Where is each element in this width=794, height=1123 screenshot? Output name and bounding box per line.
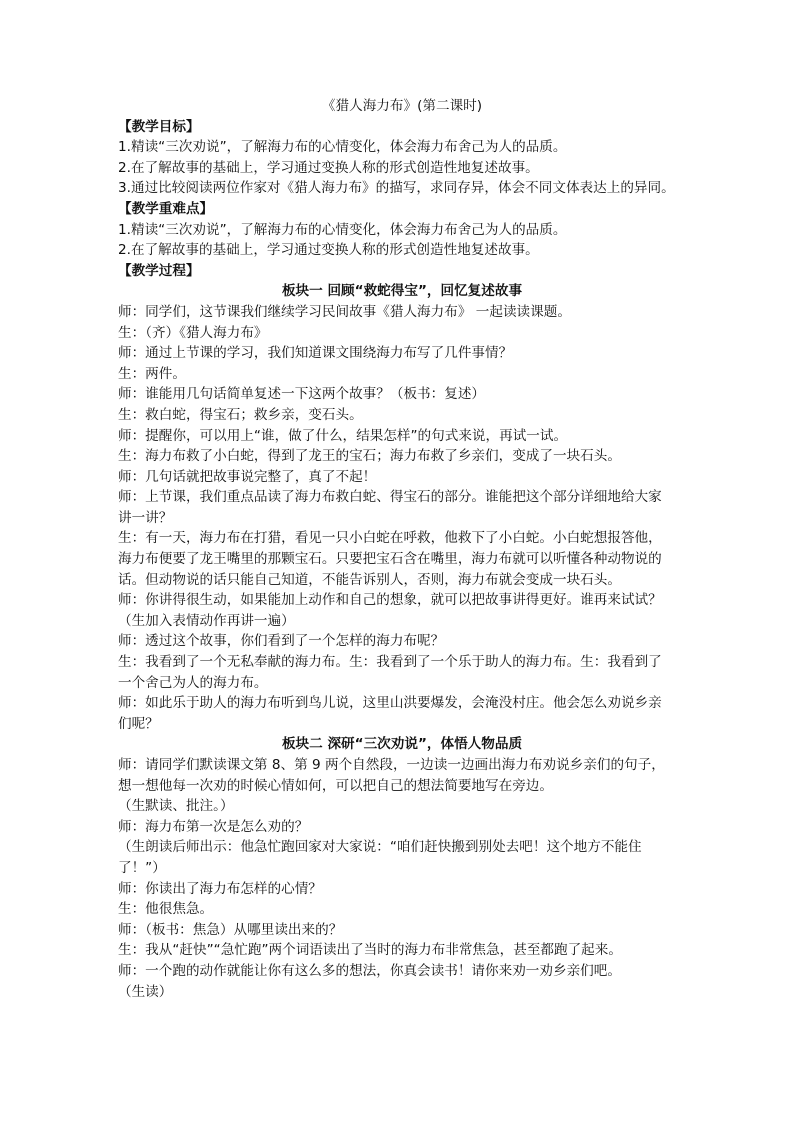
dialogue-line: 生：救白蛇，得宝石；救乡亲，变石头。 [118, 406, 363, 423]
dialogue-line: 师：透过这个故事，你们看到了一个怎样的海力布呢？ [118, 633, 445, 650]
block2-body [118, 755, 686, 1002]
objective-item: 3.通过比较阅读两位作家对《猎人海力布》的描写，求同存异，体会不同文体表达上的异同。 [118, 180, 675, 197]
dialogue-line: 想一想他每一次劝的时候心情如何，可以把自己的想法简要地写在旁边。 [118, 777, 553, 794]
dialogue-line: 师：你讲得很生动，如果能加上动作和自己的想象，就可以把故事讲得更好。谁再来试试？ [118, 592, 662, 609]
dialogue-line: （生朗读后师出示：他急忙跑回家对大家说：“咱们赶快搬到别处去吧！这个地方不能住 [118, 839, 642, 856]
keypoint-item: 2.在了解故事的基础上，学习通过变换人称的形式创造性地复述故事。 [118, 242, 539, 259]
dialogue-line: 讲一讲？ [118, 509, 173, 526]
block1-body [118, 302, 686, 734]
dialogue-line: 师：如此乐于助人的海力布听到鸟儿说，这里山洪要爆发，会淹没村庄。他会怎么劝说乡亲 [118, 695, 662, 712]
dialogue-line: 一个舍己为人的海力布。 [118, 674, 268, 691]
dialogue-line: （生默读、批注。） [118, 798, 234, 815]
dialogue-line: 生：两件。 [118, 365, 186, 382]
dialogue-line: 生：有一天，海力布在打猎，看见一只小白蛇在呼救，他救下了小白蛇。小白蛇想报答他， [118, 530, 662, 547]
dialogue-line: 师：上节课，我们重点品读了海力布救白蛇、得宝石的部分。谁能把这个部分详细地给大家 [118, 489, 662, 506]
dialogue-line: 海力布便要了龙王嘴里的那颗宝石。只要把宝石含在嘴里，海力布就可以听懂各种动物说的 [118, 551, 662, 568]
dialogue-line: 师：（板书：焦急）从哪里读出来的？ [118, 921, 343, 938]
dialogue-line: 们呢？ [118, 715, 159, 732]
dialogue-line: 师：谁能用几句话简单复述一下这两个故事？（板书：复述） [118, 386, 486, 403]
dialogue-line: 话。但动物说的话只能自己知道，不能告诉别人，否则，海力布就会变成一块石头。 [118, 571, 621, 588]
dialogue-line: （生加入表情动作再讲一遍） [118, 612, 295, 629]
objective-item: 2.在了解故事的基础上，学习通过变换人称的形式创造性地复述故事。 [118, 159, 539, 176]
dialogue-line: 生：海力布救了小白蛇，得到了龙王的宝石；海力布救了乡亲们，变成了一块石头。 [118, 448, 621, 465]
objectives-heading: 【教学目标】 [118, 118, 200, 135]
dialogue-line: 生：（齐）《猎人海力布》 [118, 324, 268, 341]
dialogue-line: （生读） [118, 983, 173, 1000]
objective-item: 1.精读“三次劝说”，了解海力布的心情变化，体会海力布舍己为人的品质。 [118, 139, 567, 156]
block2-title: 板块二 深研“三次劝说”，体悟人物品质 [281, 736, 523, 753]
dialogue-line: 师：同学们，这节课我们继续学习民间故事《猎人海力布》 一起读读课题。 [118, 303, 571, 320]
document-page [118, 96, 686, 1002]
page-title: 《猎人海力布》(第二课时) [321, 98, 483, 114]
process-heading: 【教学过程】 [118, 262, 200, 279]
block1-title: 板块一 回顾“救蛇得宝”，回忆复述故事 [281, 283, 523, 300]
dialogue-line: 生：他很焦急。 [118, 901, 214, 918]
dialogue-line: 生：我从“赶快”“急忙跑”两个词语读出了当时的海力布非常焦急，甚至都跑了起来。 [118, 942, 622, 959]
dialogue-line: 生：我看到了一个无私奉献的海力布。生：我看到了一个乐于助人的海力布。生：我看到了 [118, 654, 662, 671]
dialogue-line: 师：几句话就把故事说完整了，真了不起！ [118, 468, 377, 485]
dialogue-line: 师：海力布第一次是怎么劝的？ [118, 818, 309, 835]
dialogue-line: 师：一个跑的动作就能让你有这么多的想法，你真会读书！请你来劝一劝乡亲们吧。 [118, 962, 621, 979]
dialogue-line: 师：通过上节课的学习，我们知道课文围绕海力布写了几件事情？ [118, 345, 513, 362]
dialogue-line: 了！”） [118, 859, 166, 876]
dialogue-line: 师：你读出了海力布怎样的心情？ [118, 880, 322, 897]
keypoint-item: 1.精读“三次劝说”，了解海力布的心情变化，体会海力布舍己为人的品质。 [118, 221, 567, 238]
dialogue-line: 师：请同学们默读课文第 8、第 9 两个自然段，一边读一边画出海力布劝说乡亲们的句子， [118, 757, 665, 773]
keypoints-heading: 【教学重难点】 [118, 200, 214, 217]
dialogue-line: 师：提醒你，可以用上“谁，做了什么，结果怎样”的句式来说，再试一试。 [118, 427, 568, 444]
